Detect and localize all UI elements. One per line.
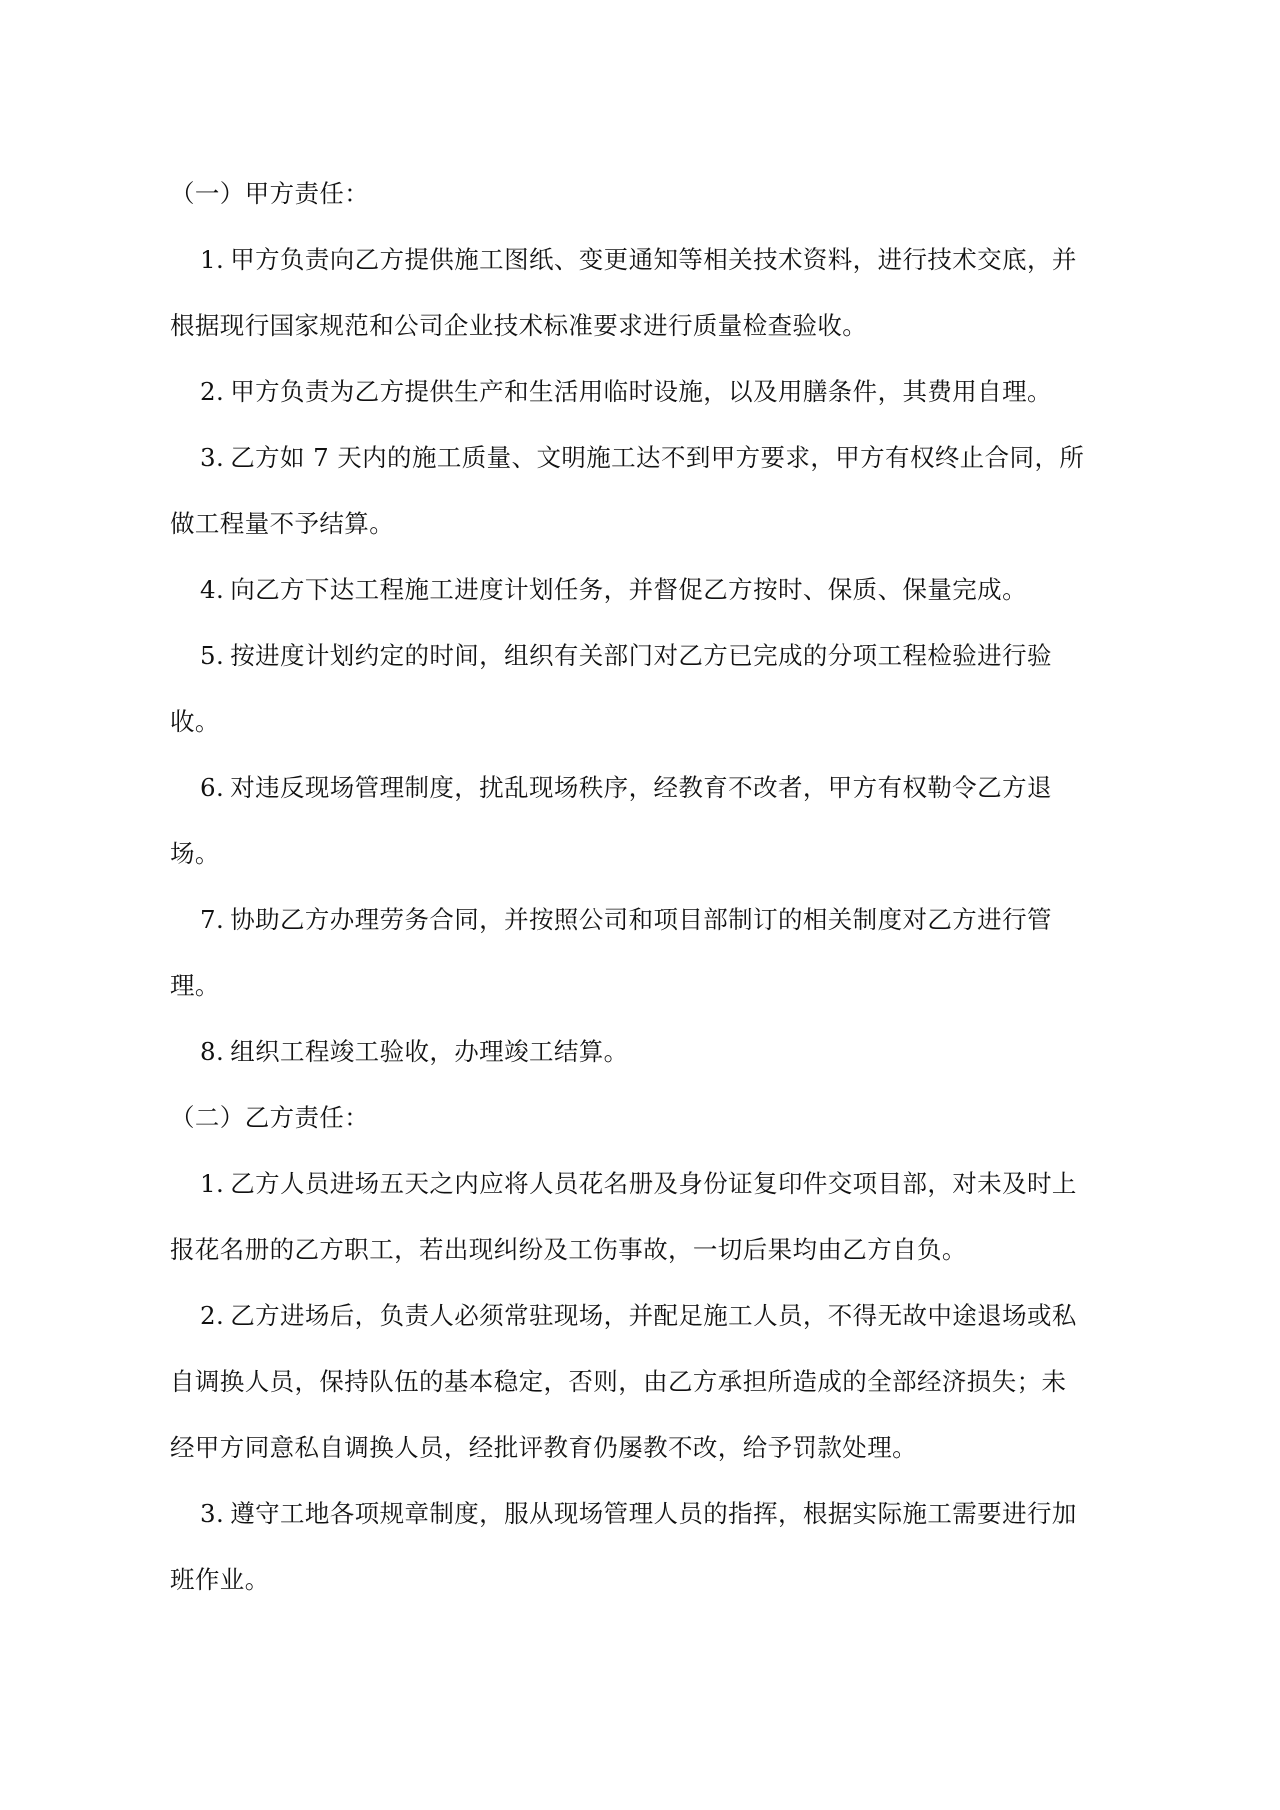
party-a-item-1 <box>170 244 1120 276</box>
section-heading-party-b: （二）乙方责任： <box>170 1103 370 1132</box>
item-number: 7. <box>200 905 225 934</box>
party-b-item-2-cont-1: 自调换人员，保持队伍的基本稳定，否则，由乙方承担所造成的全部经济损失；未 <box>170 1367 1067 1396</box>
item-text: 乙方如 7 天内的施工质量、文明施工达不到甲方要求，甲方有权终止合同，所 <box>230 443 1085 472</box>
item-number: 2. <box>200 1301 225 1330</box>
party-a-item-5-cont: 收。 <box>170 707 220 736</box>
item-text: 甲方负责为乙方提供生产和生活用临时设施，以及用膳条件，其费用自理。 <box>230 377 1052 406</box>
party-b-item-3-cont: 班作业。 <box>170 1565 270 1594</box>
item-number: 8. <box>200 1037 225 1066</box>
party-a-item-7-cont: 理。 <box>170 971 220 1000</box>
party-b-item-3 <box>170 1498 1120 1530</box>
item-number: 4. <box>200 575 225 604</box>
item-text: 组织工程竣工验收，办理竣工结算。 <box>230 1037 629 1066</box>
party-a-item-5 <box>170 640 1120 672</box>
item-number: 1. <box>200 1169 225 1198</box>
document-body <box>170 178 1120 1630</box>
party-a-item-6 <box>170 772 1120 804</box>
party-a-item-6-cont: 场。 <box>170 839 220 868</box>
item-number: 3. <box>200 1499 225 1528</box>
item-text: 协助乙方办理劳务合同，并按照公司和项目部制订的相关制度对乙方进行管 <box>230 905 1052 934</box>
item-text: 甲方负责向乙方提供施工图纸、变更通知等相关技术资料，进行技术交底，并 <box>230 245 1077 274</box>
party-a-item-3 <box>170 442 1120 474</box>
party-b-item-1 <box>170 1168 1120 1200</box>
party-a-item-4 <box>170 574 1120 606</box>
section-heading-party-a: （一）甲方责任： <box>170 179 370 208</box>
item-text: 遵守工地各项规章制度，服从现场管理人员的指挥，根据实际施工需要进行加 <box>230 1499 1077 1528</box>
party-a-item-3-cont: 做工程量不予结算。 <box>170 509 395 538</box>
party-a-item-1-cont: 根据现行国家规范和公司企业技术标准要求进行质量检查验收。 <box>170 311 868 340</box>
party-b-item-2-cont-2: 经甲方同意私自调换人员，经批评教育仍屡教不改，给予罚款处理。 <box>170 1433 917 1462</box>
item-number: 1. <box>200 245 225 274</box>
item-number: 6. <box>200 773 225 802</box>
party-a-item-2 <box>170 376 1120 408</box>
party-b-item-2 <box>170 1300 1120 1332</box>
item-text: 向乙方下达工程施工进度计划任务，并督促乙方按时、保质、保量完成。 <box>230 575 1027 604</box>
party-a-item-8 <box>170 1036 1120 1068</box>
item-text: 按进度计划约定的时间，组织有关部门对乙方已完成的分项工程检验进行验 <box>230 641 1052 670</box>
item-number: 3. <box>200 443 225 472</box>
item-text: 乙方人员进场五天之内应将人员花名册及身份证复印件交项目部，对未及时上 <box>230 1169 1077 1198</box>
party-a-item-7 <box>170 904 1120 936</box>
item-text: 乙方进场后，负责人必须常驻现场，并配足施工人员，不得无故中途退场或私 <box>230 1301 1077 1330</box>
item-number: 2. <box>200 377 225 406</box>
item-text: 对违反现场管理制度，扰乱现场秩序，经教育不改者，甲方有权勒令乙方退 <box>230 773 1052 802</box>
party-b-item-1-cont: 报花名册的乙方职工，若出现纠纷及工伤事故，一切后果均由乙方自负。 <box>170 1235 967 1264</box>
item-number: 5. <box>200 641 225 670</box>
